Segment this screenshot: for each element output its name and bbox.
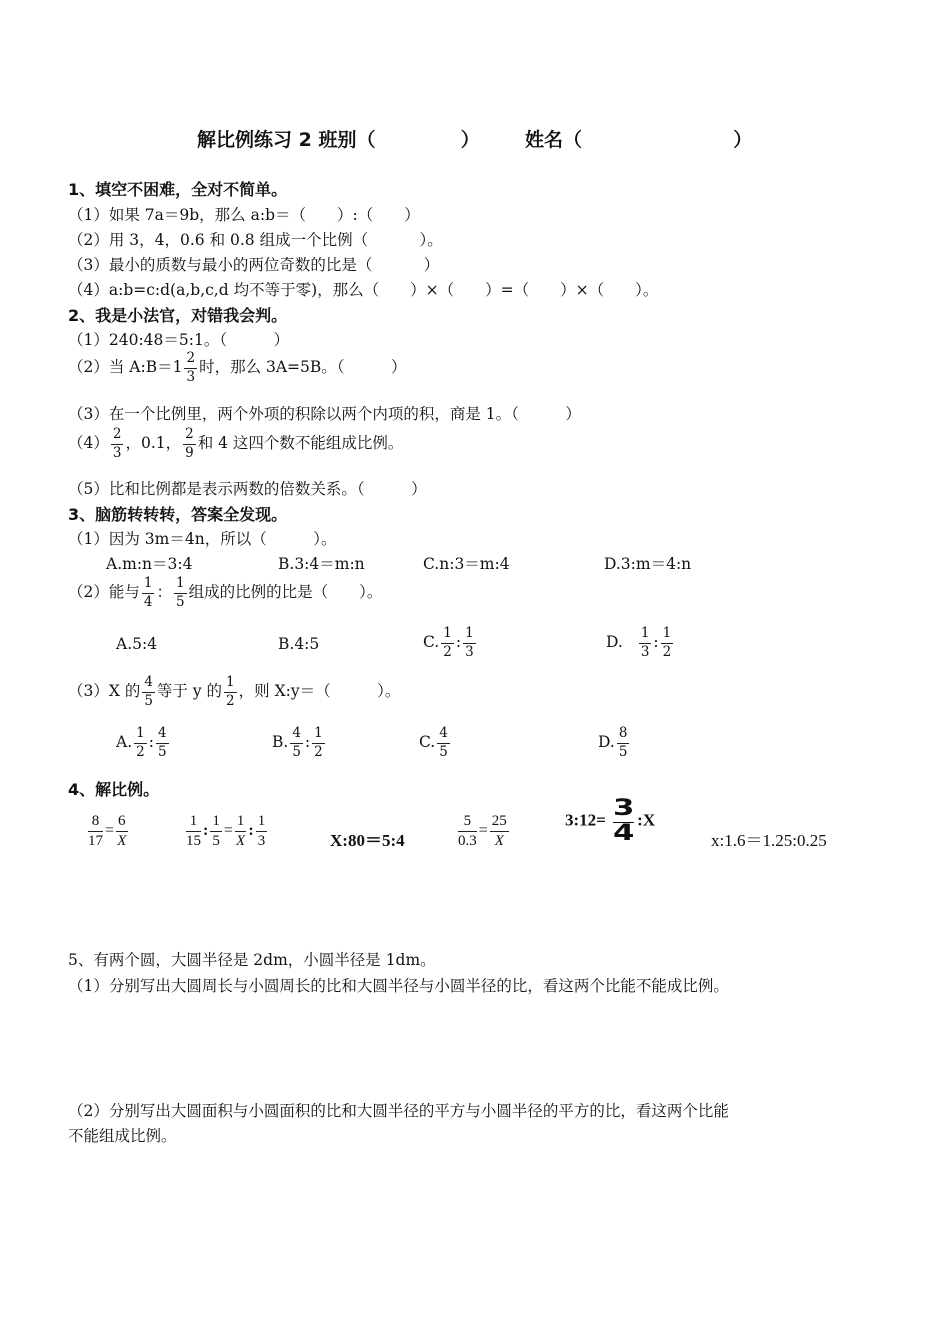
s3-q2-option-a: A.5:4 bbox=[116, 635, 158, 653]
s3-q2: （2）能与 $\frac{1}{4}$ ： $\frac{1}{5}$ 组成的比例的比是（ ）。 bbox=[68, 575, 383, 610]
section-4-heading: 4、解比例。 bbox=[68, 780, 160, 799]
equation-3: X:80＝5:4 bbox=[330, 831, 405, 850]
s2-q2 bbox=[68, 352, 407, 384]
equation-4: $\frac{5}{0.3}$ = $\frac{25}{X}$ bbox=[458, 813, 507, 849]
s1-q2: （2）用 3，4，0.6 和 0.8 组成一个比例（ ）。 bbox=[68, 231, 443, 249]
equation-1: $\frac{8}{17}$ = $\frac{6}{X}$ bbox=[88, 813, 127, 849]
s2-q5: （5）比和比例都是表示两数的倍数关系。（ ） bbox=[68, 480, 427, 498]
section-1-heading: 1、填空不困难，全对不简单。 bbox=[68, 180, 288, 199]
s2-q1: （1）240:48＝5:1。（ ） bbox=[68, 331, 290, 349]
s5-q2-line1: （2）分别写出大圆面积与小圆面积的比和大圆半径的平方与小圆半径的平方的比，看这两个比能 bbox=[68, 1102, 729, 1120]
section-3-heading: 3、脑筋转转转，答案全发现。 bbox=[68, 505, 288, 524]
equation-6: x:1.6＝1.25:0.25 bbox=[711, 831, 827, 850]
s2-q2-text-b: 时，那么 3A=5B。（ ） bbox=[199, 358, 407, 376]
s2-q2-text-a: （2）当 A:B＝1 bbox=[68, 358, 183, 376]
s3-q3-option-c: C. $\frac{4}{5}$ bbox=[419, 725, 448, 760]
equation-5: 3:12= $\frac{3}{4}$ :X bbox=[565, 796, 656, 846]
section-2-heading: 2、我是小法官，对错我会判。 bbox=[68, 306, 288, 325]
s3-q1-option-d: D.3:m＝4:n bbox=[604, 555, 692, 573]
fraction: $\frac{1}{5}$ bbox=[175, 575, 185, 610]
worksheet-title bbox=[197, 125, 752, 152]
s3-q3-option-d: D. $\frac{8}{5}$ bbox=[598, 725, 628, 760]
s3-q3-option-a: A. $\frac{1}{2}$ : $\frac{4}{5}$ bbox=[116, 725, 167, 760]
title-close: ） bbox=[460, 129, 480, 151]
s3-q2-option-c: C. $\frac{1}{2}$ : $\frac{1}{3}$ bbox=[423, 625, 474, 660]
s5-q1: （1）分别写出大圆周长与小圆周长的比和大圆半径与小圆半径的比，看这两个比能不能成比例。 bbox=[68, 977, 729, 995]
s3-q1-option-c: C.n:3＝m:4 bbox=[423, 555, 510, 573]
fraction: $\frac{2}{3}$ bbox=[112, 426, 122, 461]
fraction: $\frac{2}{9}$ bbox=[185, 426, 194, 461]
s2-q4: （4） $\frac{2}{3}$ ，0.1， $\frac{2}{9}$ 和 4 这四个数不能组成比例。 bbox=[68, 426, 404, 461]
section-5-heading: 5、有两个圆，大圆半径是 2dm，小圆半径是 1dm。 bbox=[68, 951, 436, 969]
s3-q3-option-b: B. $\frac{4}{5}$ : $\frac{1}{2}$ bbox=[272, 725, 323, 760]
fraction: $\frac{3}{4}$ bbox=[612, 796, 635, 846]
s1-q4: （4）a:b=c:d(a,b,c,d 均不等于零)，那么（ ）×（ ）=（ ）×（ ）。 bbox=[68, 281, 659, 299]
s3-q1-option-a: A.m:n＝3:4 bbox=[106, 555, 193, 573]
s3-q1: （1）因为 3m＝4n，所以（ ）。 bbox=[68, 530, 337, 548]
fraction: $\frac{4}{5}$ bbox=[144, 674, 153, 709]
s1-q3: （3）最小的质数与最小的两位奇数的比是（ ） bbox=[68, 256, 440, 274]
s1-q1: （1）如果 7a＝9b，那么 a:b＝（ ）:（ ） bbox=[68, 206, 420, 224]
equation-2: $\frac{1}{15}$ : $\frac{1}{5}$ = $\frac{1}{X}$ : $\frac{1}{3}$ bbox=[186, 813, 266, 849]
s3-q2-option-d: D. $\frac{1}{3}$ : $\frac{1}{2}$ bbox=[606, 625, 672, 660]
title-text: 解比例练习 2 班别（ bbox=[197, 129, 376, 151]
fraction: $\frac{1}{4}$ bbox=[143, 575, 153, 610]
fraction: $\frac{1}{2}$ bbox=[226, 674, 235, 709]
s3-q3: （3）X 的 $\frac{4}{5}$ 等于 y 的 $\frac{1}{2}$ ，则 X:y＝（ ）。 bbox=[68, 674, 401, 709]
name-label: 姓名（ bbox=[524, 129, 582, 151]
s2-q3: （3）在一个比例里，两个外项的积除以两个内项的积，商是 1。（ ） bbox=[68, 405, 581, 423]
s3-q2-option-b: B.4:5 bbox=[278, 635, 320, 653]
name-close: ） bbox=[733, 129, 753, 151]
s3-q1-option-b: B.3:4＝m:n bbox=[278, 555, 365, 573]
s5-q2-line2: 不能组成比例。 bbox=[68, 1127, 177, 1145]
fraction: $\frac{2}{3}$ bbox=[186, 350, 196, 385]
